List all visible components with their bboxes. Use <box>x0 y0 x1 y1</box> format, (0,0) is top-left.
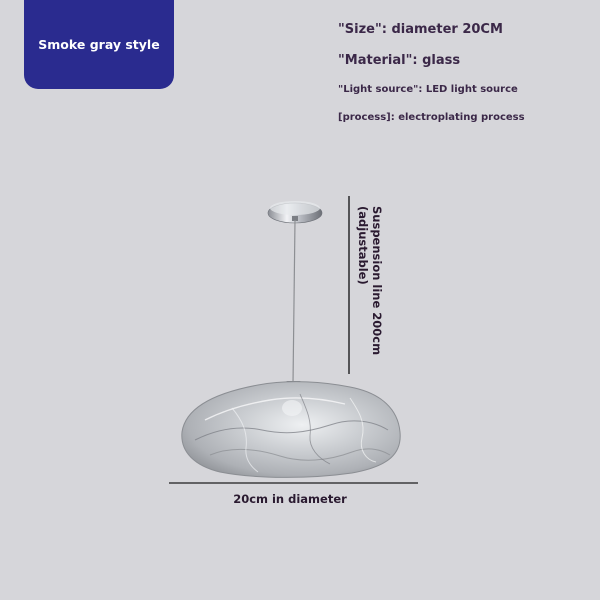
spec-material: "Material": glass <box>338 53 461 68</box>
ceiling-canopy <box>268 201 322 223</box>
spec-process: [process]: electroplating process <box>338 112 525 123</box>
suspension-wire <box>293 220 295 384</box>
suspension-line-text: Suspension line 200cm (adjustable) <box>356 206 384 356</box>
style-badge-label: Smoke gray style <box>38 37 160 52</box>
glass-shade <box>182 382 400 478</box>
spec-size: "Size": diameter 20CM <box>338 22 503 37</box>
diameter-label: 20cm in diameter <box>233 492 347 506</box>
spec-light-source: "Light source": LED light source <box>338 84 518 95</box>
suspension-line-label <box>356 206 384 376</box>
